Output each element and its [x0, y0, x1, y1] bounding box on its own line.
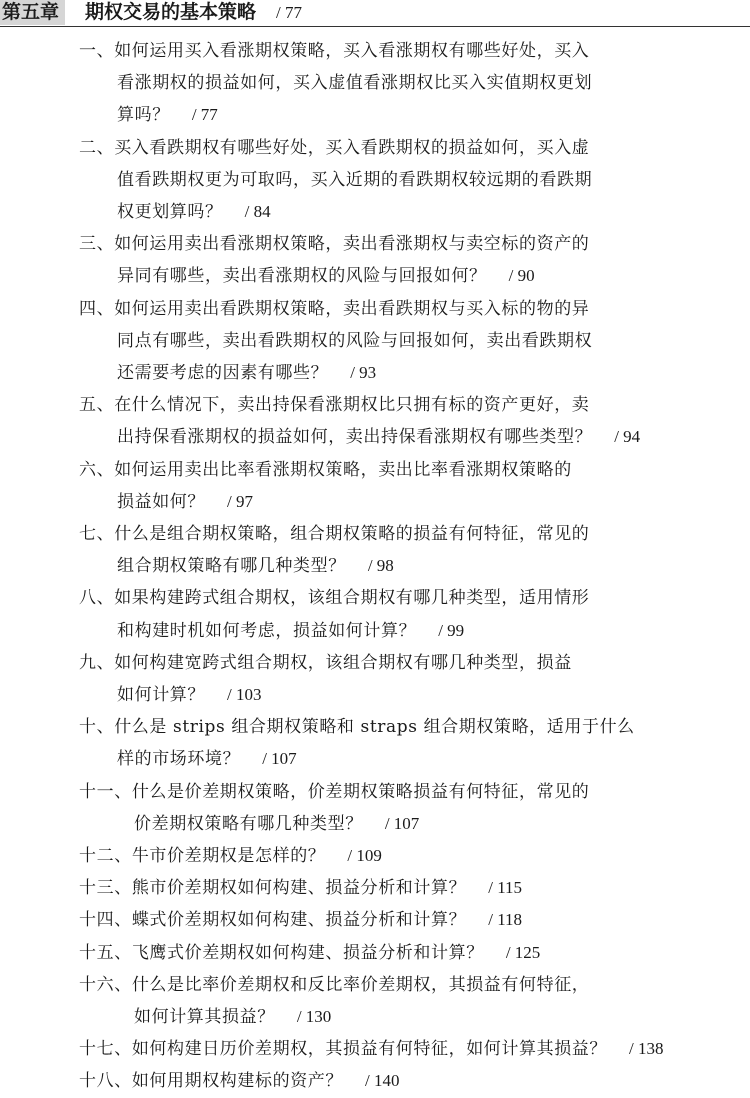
toc-entry-text: 如何构建宽跨式组合期权，该组合期权有哪几种类型，损益	[114, 652, 572, 673]
toc-entry-number: 一、	[79, 41, 115, 61]
toc-entry-page-number: / 90	[508, 266, 535, 286]
toc-entry[interactable]	[79, 35, 749, 132]
header-divider	[0, 26, 750, 27]
toc-entry-first-line	[79, 293, 749, 325]
toc-entry-number: 十八、	[79, 1071, 132, 1092]
toc-entry-first-line	[79, 872, 749, 904]
toc-entry-text: 如何用期权构建标的资产？	[131, 1071, 344, 1092]
toc-entry-continuation-line	[79, 67, 749, 99]
toc-entry-first-line	[79, 937, 749, 969]
toc-entry-continuation-line	[79, 486, 749, 518]
toc-entry-text: 看涨期权的损益如何，买入虚值看涨期权比买入实值期权更划	[117, 73, 593, 94]
toc-entry-text: 什么是 strips 组合期权策略和 straps 组合期权策略，适用于什么	[114, 717, 635, 738]
chapter-header	[0, 0, 750, 27]
toc-entry-continuation-line	[79, 615, 749, 647]
toc-entry[interactable]	[79, 389, 749, 453]
toc-entry[interactable]	[79, 1065, 749, 1097]
toc-entry-text: 蝶式价差期权如何构建、损益分析和计算？	[131, 910, 467, 931]
toc-entry-continuation-line	[79, 357, 749, 389]
toc-entry-first-line	[79, 389, 749, 421]
toc-entry-text: 什么是比率价差期权和反比率价差期权，其损益有何特征，	[131, 974, 590, 995]
toc-entry-number: 七、	[79, 524, 115, 544]
toc-entry[interactable]	[79, 647, 749, 711]
toc-entry-text: 什么是价差期权策略，价差期权策略损益有何特征，常见的	[131, 781, 590, 802]
toc-entry-text: 什么是组合期权策略，组合期权策略的损益有何特征，常见的	[114, 524, 590, 544]
toc-entry-text: 如果构建跨式组合期权，该组合期权有哪几种类型，适用情形	[114, 588, 590, 609]
toc-entry[interactable]	[79, 711, 749, 775]
toc-entry-continuation-line	[79, 550, 749, 582]
toc-entry-text: 如何运用卖出看涨期权策略，卖出看涨期权与卖空标的资产的	[114, 234, 590, 255]
toc-entry-first-line	[79, 518, 749, 550]
toc-entry-text: 值看跌期权更为可取吗，买入近期的看跌期权较远期的看跌期	[117, 169, 593, 190]
toc-entry-text: 异同有哪些，卖出看涨期权的风险与回报如何？	[117, 266, 487, 287]
toc-entry-number: 八、	[79, 588, 115, 609]
toc-entry[interactable]	[79, 293, 749, 390]
toc-entry-text: 权更划算吗？	[117, 201, 223, 222]
toc-entry-page-number: / 107	[384, 813, 420, 833]
toc-entry[interactable]	[79, 454, 749, 518]
toc-entry-page-number: / 115	[488, 878, 523, 898]
toc-entry-text: 买入看跌期权有哪些好处，买入看跌期权的损益如何，买入虚	[114, 137, 590, 158]
toc-entry-page-number: / 125	[505, 942, 541, 962]
toc-entry-page-number: / 98	[367, 556, 394, 576]
toc-entry-first-line	[79, 132, 749, 164]
toc-entry-text: 如何构建日历价差期权，其损益有何特征，如何计算其损益？	[131, 1039, 608, 1060]
toc-entry-page-number: / 84	[244, 201, 271, 221]
toc-entry-text: 如何运用卖出看跌期权策略，卖出看跌期权与买入标的物的异	[114, 298, 590, 319]
toc-entry-number: 十一、	[79, 781, 132, 802]
toc-entry-first-line	[79, 454, 749, 486]
chapter-title: 期权交易的基本策略	[85, 1, 257, 23]
toc-entry-text: 还需要考虑的因素有哪些？	[117, 362, 329, 383]
toc-entry-number: 九、	[79, 652, 115, 673]
toc-entry-first-line	[79, 776, 749, 808]
toc-entry-first-line	[79, 840, 749, 872]
toc-entry-first-line	[79, 582, 749, 614]
toc-entry-text: 飞鹰式价差期权如何构建、损益分析和计算？	[131, 942, 484, 963]
toc-entry-page-number: / 93	[350, 362, 377, 382]
toc-entry-number: 四、	[79, 298, 115, 319]
toc-entry-number: 十、	[79, 717, 115, 738]
toc-entry-first-line	[79, 969, 749, 1001]
toc-entry-page-number: / 118	[488, 910, 523, 930]
toc-entry-continuation-line	[79, 421, 749, 453]
toc-entry-continuation-line	[79, 1001, 749, 1033]
toc-entry[interactable]	[79, 872, 749, 904]
toc-entry-continuation-line	[79, 679, 749, 711]
toc-entry-text: 算吗？	[117, 105, 170, 126]
toc-entry-continuation-line	[79, 260, 749, 292]
toc-entry[interactable]	[79, 904, 749, 936]
toc-entry-first-line	[79, 1033, 749, 1065]
toc-entry[interactable]	[79, 840, 749, 872]
toc-entry-page-number: / 140	[365, 1071, 400, 1091]
toc-entry-page-number: / 138	[629, 1039, 664, 1059]
toc-entry[interactable]	[79, 582, 749, 646]
toc-entry[interactable]	[79, 228, 749, 292]
toc-entry-text: 熊市价差期权如何构建、损益分析和计算？	[131, 878, 467, 899]
toc-entry-number: 十五、	[79, 942, 132, 963]
toc-entry[interactable]	[79, 132, 749, 229]
toc-entry[interactable]	[79, 969, 749, 1033]
toc-entry[interactable]	[79, 1033, 749, 1065]
toc-entry-page-number: / 130	[296, 1006, 332, 1026]
toc-entry-page-number: / 97	[227, 491, 253, 511]
toc-entry-number: 二、	[79, 137, 115, 158]
chapter-label: 第五章	[0, 0, 65, 25]
toc-entry-page-number: / 99	[438, 620, 465, 640]
toc-entry-first-line	[79, 35, 749, 67]
toc-entry-text: 如何运用卖出比率看涨期权策略，卖出比率看涨期权策略的	[114, 459, 572, 480]
toc-entry[interactable]	[79, 776, 749, 840]
toc-entry-text: 如何计算？	[117, 684, 205, 705]
toc-entry-text: 价差期权策略有哪几种类型？	[134, 813, 363, 834]
toc-entry-text: 组合期权策略有哪几种类型？	[117, 556, 346, 577]
toc-entry-text: 出持保看涨期权的损益如何，卖出持保看涨期权有哪些类型？	[117, 427, 593, 448]
toc-entry-continuation-line	[79, 196, 749, 228]
toc-entry-continuation-line	[79, 743, 749, 775]
toc-entry-text: 在什么情况下，卖出持保看涨期权比只拥有标的资产更好，卖	[114, 395, 590, 416]
toc-entry-number: 十二、	[79, 846, 132, 866]
toc-entry-first-line	[79, 711, 749, 743]
toc-entry-first-line	[79, 904, 749, 936]
toc-entry-number: 十三、	[79, 878, 132, 899]
toc-entry-number: 十七、	[79, 1039, 132, 1060]
toc-entry-first-line	[79, 647, 749, 679]
toc-entry-page-number: / 94	[614, 427, 641, 447]
toc-entry[interactable]	[79, 937, 749, 969]
toc-entry-text: 如何计算其损益？	[134, 1006, 275, 1027]
toc-entry-page-number: / 103	[227, 684, 262, 704]
toc-entry-text: 如何运用买入看涨期权策略，买入看涨期权有哪些好处，买入	[114, 41, 590, 61]
toc-entry-text: 样的市场环境？	[117, 749, 241, 770]
toc-entry-continuation-line	[79, 808, 749, 840]
toc-entry-page-number: / 109	[347, 846, 382, 865]
toc-entry-first-line	[79, 1065, 749, 1097]
toc-entry-continuation-line	[79, 325, 749, 357]
toc-entry-first-line	[79, 228, 749, 260]
toc-entry-continuation-line	[79, 99, 749, 131]
toc-entry-page-number: / 107	[262, 749, 297, 769]
toc-entry-number: 十六、	[79, 974, 132, 995]
toc-entry-page-number: / 77	[191, 105, 218, 125]
toc-entry-text: 牛市价差期权是怎样的？	[131, 846, 326, 866]
chapter-page-number: / 77	[276, 3, 303, 22]
toc-entry[interactable]	[79, 518, 749, 582]
toc-entry-continuation-line	[79, 164, 749, 196]
toc-entry-number: 三、	[79, 234, 115, 255]
toc-entry-text: 损益如何？	[117, 491, 205, 512]
toc-entry-number: 五、	[79, 395, 115, 416]
toc-entry-text: 同点有哪些，卖出看跌期权的风险与回报如何，卖出看跌期权	[117, 330, 593, 351]
toc-entry-number: 六、	[79, 459, 115, 480]
toc-entry-text: 和构建时机如何考虑，损益如何计算？	[117, 620, 417, 641]
toc-entry-number: 十四、	[79, 910, 132, 931]
